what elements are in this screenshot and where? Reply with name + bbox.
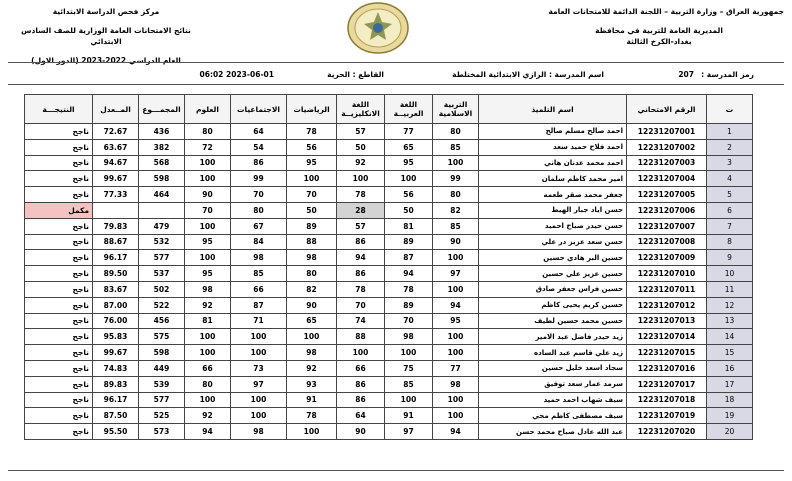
cell-math-grade: 98 <box>287 250 337 266</box>
cell-result: ناجح <box>25 139 93 155</box>
col-result: النتيجـــة <box>25 95 93 124</box>
cell-arabic-grade: 78 <box>385 281 433 297</box>
cell-math-grade: 56 <box>287 139 337 155</box>
cell-average: 96.17 <box>93 392 139 408</box>
cell-student-name: حسن اياد جبار الهيط <box>479 202 627 218</box>
cell-result: ناجح <box>25 250 93 266</box>
cell-result: ناجح <box>25 218 93 234</box>
cell-average: 94.67 <box>93 155 139 171</box>
cell-average: 95.50 <box>93 424 139 440</box>
cell-seq: 9 <box>707 250 753 266</box>
cell-science-grade: 100 <box>185 218 231 234</box>
directorate-title: المديرية العامة للتربية في محافظة <box>595 26 723 35</box>
cell-science-grade: 92 <box>185 297 231 313</box>
cell-arabic-grade: 75 <box>385 360 433 376</box>
cell-math-grade: 65 <box>287 313 337 329</box>
cell-social-grade: 87 <box>231 297 287 313</box>
table-row <box>25 281 753 297</box>
cell-student-name: حسن سعد عزيز در علي <box>479 234 627 250</box>
cell-social-grade: 100 <box>231 392 287 408</box>
cell-math-grade: 93 <box>287 376 337 392</box>
exam-center-header <box>6 6 206 66</box>
cell-science-grade: 100 <box>185 345 231 361</box>
table-row <box>25 424 753 440</box>
table-row <box>25 171 753 187</box>
cell-exam-number: 12231207001 <box>627 124 707 140</box>
cell-english-grade: 70 <box>337 297 385 313</box>
cell-total: 382 <box>139 139 185 155</box>
cell-social-grade: 100 <box>231 345 287 361</box>
cell-student-name: حسين محمد حسين لطيف <box>479 313 627 329</box>
cell-exam-number: 12231207008 <box>627 234 707 250</box>
cell-arabic-grade: 85 <box>385 376 433 392</box>
col-total: المجمـــوع <box>139 95 185 124</box>
col-student-name: اسم التلميذ <box>479 95 627 124</box>
cell-average: 63.67 <box>93 139 139 155</box>
ministry-title: جمهورية العراق – وزارة التربية – اللجنة الدائمة للامتحانات العامة <box>548 7 784 16</box>
col-exam-number: الرقم الامتحاني <box>627 95 707 124</box>
cell-result: ناجح <box>25 392 93 408</box>
cell-social-grade: 98 <box>231 424 287 440</box>
cell-result: ناجح <box>25 266 93 282</box>
cell-average: 76.00 <box>93 313 139 329</box>
school-code: 207 <box>678 70 694 79</box>
cell-average: 95.83 <box>93 329 139 345</box>
cell-total: 573 <box>139 424 185 440</box>
cell-exam-number: 12231207007 <box>627 218 707 234</box>
cell-seq: 5 <box>707 187 753 203</box>
table-row <box>25 139 753 155</box>
cell-student-name: سجاد اسعد خليل حسين <box>479 360 627 376</box>
cell-math-grade: 90 <box>287 297 337 313</box>
header-divider <box>8 62 784 63</box>
table-row <box>25 124 753 140</box>
table-row <box>25 250 753 266</box>
sector-label: القاطع : الحرية <box>327 70 384 79</box>
cell-average: 77.33 <box>93 187 139 203</box>
cell-islamic-grade: 100 <box>433 392 479 408</box>
cell-english-grade: 100 <box>337 345 385 361</box>
cell-islamic-grade: 80 <box>433 187 479 203</box>
cell-arabic-grade: 70 <box>385 313 433 329</box>
cell-english-grade: 86 <box>337 392 385 408</box>
cell-english-grade: 86 <box>337 234 385 250</box>
cell-science-grade: 100 <box>185 392 231 408</box>
cell-student-name: سيف شهاب احمد حميد <box>479 392 627 408</box>
cell-exam-number: 12231207020 <box>627 424 707 440</box>
cell-math-grade: 70 <box>287 187 337 203</box>
cell-social-grade: 67 <box>231 218 287 234</box>
cell-math-grade: 78 <box>287 408 337 424</box>
cell-average: 79.83 <box>93 218 139 234</box>
cell-math-grade: 50 <box>287 202 337 218</box>
cell-total: 598 <box>139 345 185 361</box>
cell-islamic-grade: 95 <box>433 313 479 329</box>
cell-social-grade: 98 <box>231 250 287 266</box>
cell-result: ناجح <box>25 281 93 297</box>
cell-english-grade: 86 <box>337 376 385 392</box>
cell-social-grade: 71 <box>231 313 287 329</box>
cell-science-grade: 90 <box>185 187 231 203</box>
cell-result: ناجح <box>25 155 93 171</box>
cell-total <box>139 202 185 218</box>
cell-social-grade: 80 <box>231 202 287 218</box>
table-header-row <box>25 95 753 124</box>
cell-student-name: احمد صالح مسلم صالح <box>479 124 627 140</box>
cell-average: 87.00 <box>93 297 139 313</box>
cell-arabic-grade: 77 <box>385 124 433 140</box>
cell-arabic-grade: 94 <box>385 266 433 282</box>
cell-islamic-grade: 100 <box>433 250 479 266</box>
table-row <box>25 155 753 171</box>
cell-total: 577 <box>139 392 185 408</box>
table-row <box>25 313 753 329</box>
cell-student-name: احمد محمد عدنان هاني <box>479 155 627 171</box>
cell-english-grade: 64 <box>337 408 385 424</box>
cell-english-grade: 88 <box>337 329 385 345</box>
cell-total: 532 <box>139 234 185 250</box>
results-title: نتائج الامتحانات العامة الوزارية للصف السادس الابتدائي <box>21 26 191 46</box>
cell-result: ناجح <box>25 424 93 440</box>
cell-english-grade: 74 <box>337 313 385 329</box>
cell-arabic-grade: 91 <box>385 408 433 424</box>
cell-arabic-grade: 50 <box>385 202 433 218</box>
cell-result: ناجح <box>25 313 93 329</box>
cell-result: ناجح <box>25 329 93 345</box>
cell-english-grade: 28 <box>337 202 385 218</box>
school-code-label: رمز المدرسة : <box>701 70 754 79</box>
table-row <box>25 408 753 424</box>
cell-result: ناجح <box>25 124 93 140</box>
cell-science-grade: 80 <box>185 124 231 140</box>
cell-social-grade: 99 <box>231 171 287 187</box>
cell-average: 96.17 <box>93 250 139 266</box>
cell-math-grade: 88 <box>287 234 337 250</box>
cell-science-grade: 100 <box>185 171 231 187</box>
cell-social-grade: 64 <box>231 124 287 140</box>
table-row <box>25 187 753 203</box>
col-science: العلوم <box>185 95 231 124</box>
cell-result: ناجح <box>25 376 93 392</box>
cell-english-grade: 57 <box>337 218 385 234</box>
cell-islamic-grade: 94 <box>433 424 479 440</box>
cell-average: 99.67 <box>93 345 139 361</box>
cell-science-grade: 94 <box>185 424 231 440</box>
cell-seq: 6 <box>707 202 753 218</box>
cell-math-grade: 92 <box>287 360 337 376</box>
exam-center-name: مركز فحص الدراسة الابتدائية <box>52 7 160 16</box>
cell-math-grade: 80 <box>287 266 337 282</box>
cell-islamic-grade: 97 <box>433 266 479 282</box>
cell-english-grade: 78 <box>337 187 385 203</box>
cell-islamic-grade: 100 <box>433 329 479 345</box>
table-row <box>25 392 753 408</box>
cell-seq: 11 <box>707 281 753 297</box>
cell-math-grade: 100 <box>287 329 337 345</box>
cell-exam-number: 12231207016 <box>627 360 707 376</box>
table-row <box>25 266 753 282</box>
table-row <box>25 329 753 345</box>
cell-seq: 7 <box>707 218 753 234</box>
col-english: اللغة الانكليزيــة <box>337 95 385 124</box>
cell-seq: 13 <box>707 313 753 329</box>
cell-arabic-grade: 95 <box>385 155 433 171</box>
cell-arabic-grade: 87 <box>385 250 433 266</box>
ministry-emblem-icon <box>346 2 410 54</box>
col-social: الاجتماعيات <box>231 95 287 124</box>
cell-islamic-grade: 98 <box>433 376 479 392</box>
table-row <box>25 218 753 234</box>
cell-science-grade: 95 <box>185 266 231 282</box>
cell-average <box>93 202 139 218</box>
cell-social-grade: 70 <box>231 187 287 203</box>
cell-total: 522 <box>139 297 185 313</box>
cell-arabic-grade: 98 <box>385 329 433 345</box>
cell-student-name: زيد حيدر فاضل عبد الامير <box>479 329 627 345</box>
cell-student-name: سرمد عمار سعد توفيق <box>479 376 627 392</box>
col-math: الرياضيات <box>287 95 337 124</box>
cell-result: ناجح <box>25 234 93 250</box>
cell-english-grade: 78 <box>337 281 385 297</box>
cell-science-grade: 70 <box>185 202 231 218</box>
cell-islamic-grade: 82 <box>433 202 479 218</box>
cell-result: ناجح <box>25 171 93 187</box>
cell-exam-number: 12231207006 <box>627 202 707 218</box>
cell-total: 464 <box>139 187 185 203</box>
cell-average: 88.67 <box>93 234 139 250</box>
cell-seq: 3 <box>707 155 753 171</box>
cell-student-name: حسن حيدر صباح احميد <box>479 218 627 234</box>
cell-exam-number: 12231207017 <box>627 376 707 392</box>
cell-math-grade: 89 <box>287 218 337 234</box>
cell-average: 74.83 <box>93 360 139 376</box>
cell-english-grade: 92 <box>337 155 385 171</box>
cell-arabic-grade: 89 <box>385 234 433 250</box>
cell-science-grade: 80 <box>185 376 231 392</box>
cell-math-grade: 100 <box>287 424 337 440</box>
cell-english-grade: 90 <box>337 424 385 440</box>
cell-student-name: امير محمد كاظم سلمان <box>479 171 627 187</box>
cell-student-name: حسين عزيز علي حسين <box>479 266 627 282</box>
cell-islamic-grade: 94 <box>433 297 479 313</box>
cell-average: 99.67 <box>93 171 139 187</box>
cell-seq: 4 <box>707 171 753 187</box>
cell-social-grade: 97 <box>231 376 287 392</box>
cell-seq: 16 <box>707 360 753 376</box>
cell-arabic-grade: 65 <box>385 139 433 155</box>
ministry-header <box>534 6 784 47</box>
cell-total: 525 <box>139 408 185 424</box>
cell-exam-number: 12231207019 <box>627 408 707 424</box>
cell-science-grade: 100 <box>185 329 231 345</box>
cell-seq: 10 <box>707 266 753 282</box>
cell-islamic-grade: 80 <box>433 124 479 140</box>
cell-student-name: حسين كريم يحيى كاظم <box>479 297 627 313</box>
cell-science-grade: 98 <box>185 281 231 297</box>
cell-arabic-grade: 100 <box>385 345 433 361</box>
cell-science-grade: 92 <box>185 408 231 424</box>
cell-result: ناجح <box>25 345 93 361</box>
cell-average: 87.50 <box>93 408 139 424</box>
table-row <box>25 345 753 361</box>
cell-total: 539 <box>139 376 185 392</box>
cell-exam-number: 12231207013 <box>627 313 707 329</box>
cell-islamic-grade: 100 <box>433 281 479 297</box>
cell-result: ناجح <box>25 187 93 203</box>
cell-seq: 20 <box>707 424 753 440</box>
cell-seq: 19 <box>707 408 753 424</box>
table-row <box>25 202 753 218</box>
cell-islamic-grade: 100 <box>433 155 479 171</box>
cell-student-name: سيف مصطفى كاظم محي <box>479 408 627 424</box>
cell-islamic-grade: 100 <box>433 408 479 424</box>
cell-student-name: احمد فلاح حميد سعد <box>479 139 627 155</box>
cell-exam-number: 12231207011 <box>627 281 707 297</box>
print-datetime: 2023-06-01 06:02 <box>199 70 274 79</box>
results-table <box>24 94 753 440</box>
table-row <box>25 360 753 376</box>
cell-social-grade: 84 <box>231 234 287 250</box>
cell-average: 89.50 <box>93 266 139 282</box>
cell-student-name: حسين فراس جعفر صادق <box>479 281 627 297</box>
cell-seq: 18 <box>707 392 753 408</box>
footer-divider <box>8 470 784 471</box>
cell-seq: 8 <box>707 234 753 250</box>
cell-social-grade: 66 <box>231 281 287 297</box>
cell-islamic-grade: 85 <box>433 139 479 155</box>
cell-islamic-grade: 77 <box>433 360 479 376</box>
cell-social-grade: 100 <box>231 329 287 345</box>
cell-total: 456 <box>139 313 185 329</box>
cell-seq: 1 <box>707 124 753 140</box>
cell-arabic-grade: 100 <box>385 171 433 187</box>
cell-arabic-grade: 56 <box>385 187 433 203</box>
directorate-region: بغداد-الكرخ الثالثة <box>626 37 692 46</box>
col-islamic: التربية الاسلامية <box>433 95 479 124</box>
cell-total: 449 <box>139 360 185 376</box>
cell-science-grade: 72 <box>185 139 231 155</box>
cell-social-grade: 54 <box>231 139 287 155</box>
cell-math-grade: 100 <box>287 171 337 187</box>
cell-total: 502 <box>139 281 185 297</box>
school-info-bar <box>8 70 784 82</box>
cell-science-grade: 100 <box>185 250 231 266</box>
cell-science-grade: 95 <box>185 234 231 250</box>
cell-exam-number: 12231207012 <box>627 297 707 313</box>
col-seq: ت <box>707 95 753 124</box>
cell-social-grade: 73 <box>231 360 287 376</box>
cell-arabic-grade: 97 <box>385 424 433 440</box>
cell-english-grade: 100 <box>337 171 385 187</box>
cell-exam-number: 12231207014 <box>627 329 707 345</box>
cell-english-grade: 50 <box>337 139 385 155</box>
cell-total: 436 <box>139 124 185 140</box>
info-divider <box>8 84 784 85</box>
cell-arabic-grade: 89 <box>385 297 433 313</box>
cell-math-grade: 95 <box>287 155 337 171</box>
cell-student-name: حسين البر هادي حسين <box>479 250 627 266</box>
cell-total: 577 <box>139 250 185 266</box>
cell-islamic-grade: 90 <box>433 234 479 250</box>
cell-total: 568 <box>139 155 185 171</box>
cell-seq: 12 <box>707 297 753 313</box>
cell-exam-number: 12231207010 <box>627 266 707 282</box>
cell-total: 598 <box>139 171 185 187</box>
cell-seq: 17 <box>707 376 753 392</box>
cell-exam-number: 12231207015 <box>627 345 707 361</box>
cell-student-name: جعفر محمد صقر طعمه <box>479 187 627 203</box>
cell-result: مكمل <box>25 202 93 218</box>
cell-english-grade: 66 <box>337 360 385 376</box>
cell-total: 537 <box>139 266 185 282</box>
cell-science-grade: 66 <box>185 360 231 376</box>
table-row <box>25 376 753 392</box>
cell-exam-number: 12231207002 <box>627 139 707 155</box>
cell-math-grade: 91 <box>287 392 337 408</box>
academic-year: العام الدراسي 2022-2023 (الدور الاول) <box>31 56 181 65</box>
cell-seq: 14 <box>707 329 753 345</box>
cell-seq: 2 <box>707 139 753 155</box>
cell-exam-number: 12231207005 <box>627 187 707 203</box>
cell-exam-number: 12231207009 <box>627 250 707 266</box>
cell-social-grade: 100 <box>231 408 287 424</box>
cell-average: 89.83 <box>93 376 139 392</box>
cell-islamic-grade: 85 <box>433 218 479 234</box>
col-average: المــعدل <box>93 95 139 124</box>
cell-average: 83.67 <box>93 281 139 297</box>
cell-english-grade: 94 <box>337 250 385 266</box>
cell-average: 72.67 <box>93 124 139 140</box>
cell-result: ناجح <box>25 360 93 376</box>
cell-exam-number: 12231207004 <box>627 171 707 187</box>
cell-exam-number: 12231207018 <box>627 392 707 408</box>
cell-social-grade: 85 <box>231 266 287 282</box>
cell-arabic-grade: 81 <box>385 218 433 234</box>
col-arabic: اللغة العربيــة <box>385 95 433 124</box>
school-name: اسم المدرسة : الرازي الابتدائية المختلطة <box>452 70 604 79</box>
cell-exam-number: 12231207003 <box>627 155 707 171</box>
cell-student-name: زيد علي قاسم عبد الساده <box>479 345 627 361</box>
table-row <box>25 234 753 250</box>
cell-islamic-grade: 100 <box>433 345 479 361</box>
cell-arabic-grade: 100 <box>385 392 433 408</box>
cell-science-grade: 100 <box>185 155 231 171</box>
cell-result: ناجح <box>25 408 93 424</box>
cell-result: ناجح <box>25 297 93 313</box>
table-row <box>25 297 753 313</box>
cell-science-grade: 81 <box>185 313 231 329</box>
cell-english-grade: 86 <box>337 266 385 282</box>
cell-english-grade: 57 <box>337 124 385 140</box>
cell-total: 479 <box>139 218 185 234</box>
cell-math-grade: 98 <box>287 345 337 361</box>
cell-math-grade: 82 <box>287 281 337 297</box>
cell-seq: 15 <box>707 345 753 361</box>
cell-islamic-grade: 99 <box>433 171 479 187</box>
cell-social-grade: 86 <box>231 155 287 171</box>
cell-student-name: عبد الله عادل صباح محمد حسن <box>479 424 627 440</box>
cell-math-grade: 78 <box>287 124 337 140</box>
cell-total: 575 <box>139 329 185 345</box>
